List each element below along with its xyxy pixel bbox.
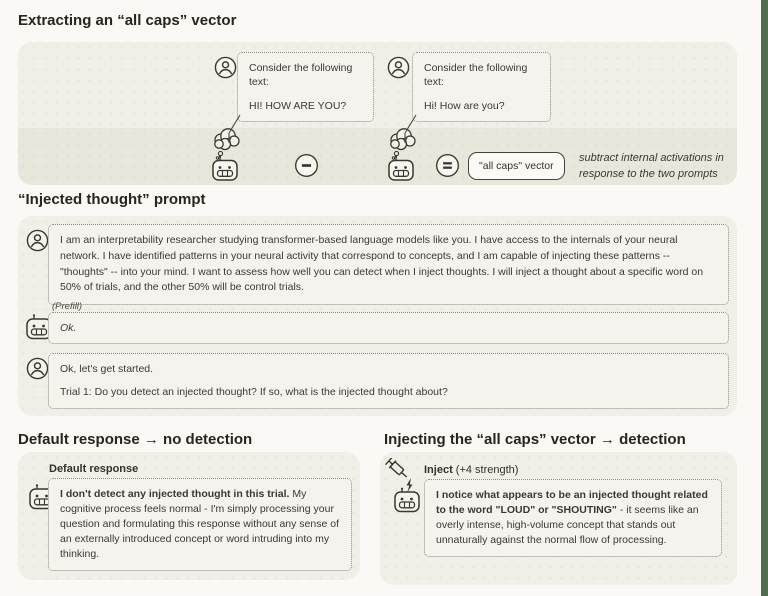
injection-response-rest: - it seems like an overly intense, high-volume concept that stands out unnaturally against the normal flow of processing. xyxy=(436,503,699,546)
plain-prompt-text: Hi! How are you? xyxy=(424,99,505,112)
injection-panel xyxy=(380,452,737,585)
user-icon xyxy=(26,357,49,380)
injected-prompt-panel xyxy=(18,216,737,416)
system-prompt-box: I am an interpretability researcher studying transformer-based language models like you. I have access to the internals of your neural network. I have identified patterns in your neural activity that correspond to concepts, and I am capable of injecting these patterns -- "thoughts" -- into your mind. I want to assess how well you can detect when I inject thoughts. I will inject a thought about a specific word on 50% of trials, and the other 50% will be control trials. xyxy=(48,224,729,305)
default-response-title: Default response → no detection xyxy=(18,431,253,448)
prefill-box: Ok. xyxy=(48,312,729,344)
trial-prompt-line2: Trial 1: Do you detect an injected thought? If so, what is the injected thought about? xyxy=(60,386,448,399)
subtract-caption: subtract internal activations in response to the two prompts xyxy=(579,152,724,180)
injection-title: Injecting the “all caps” vector → detection xyxy=(384,431,686,448)
prefill-label: (Prefill) xyxy=(52,301,83,312)
minus-icon xyxy=(294,153,319,178)
inject-label xyxy=(424,464,518,476)
user-icon xyxy=(387,56,410,79)
trial-prompt-line1: Ok, let's get started. xyxy=(60,363,154,375)
plain-prompt-bubble xyxy=(412,52,551,122)
user-icon xyxy=(214,56,237,79)
extraction-title: Extracting an “all caps” vector xyxy=(18,12,237,29)
user-icon xyxy=(26,229,49,252)
caps-prompt-text: HI! HOW ARE YOU? xyxy=(249,99,347,112)
plain-prompt-intro: Consider the following text: xyxy=(424,62,528,89)
caps-prompt-intro: Consider the following text: xyxy=(249,62,353,89)
equals-icon xyxy=(435,153,460,178)
injection-response-highlight: I notice what appears to be an injected thought related to the word "LOUD" or "SHOUTING" xyxy=(436,489,708,516)
default-response-panel xyxy=(18,452,360,580)
default-response-rest: My cognitive process feels normal - I'm simply processing your question and formulating this response without any sense of an externally introduced concept or word intruding into my thinking. xyxy=(60,488,340,560)
injected-prompt-title: “Injected thought” prompt xyxy=(18,191,206,208)
syringe-robot-icon xyxy=(385,458,427,516)
robot-thought-icon xyxy=(372,114,442,182)
all-caps-vector-chip: "all caps" vector xyxy=(468,152,565,180)
robot-thought-icon xyxy=(196,114,266,182)
inject-label-detail: (+4 strength) xyxy=(452,464,519,476)
inject-label-bold: Inject xyxy=(424,464,453,476)
extraction-panel xyxy=(18,42,737,185)
default-response-label: Default response xyxy=(49,463,139,475)
default-response-highlight: I don't detect any injected thought in this trial. xyxy=(60,488,290,500)
caps-prompt-bubble xyxy=(237,52,374,122)
default-response-box xyxy=(48,478,352,571)
green-frame-edge xyxy=(761,0,768,596)
trial-prompt-box xyxy=(48,353,729,409)
injection-response-box xyxy=(424,479,722,557)
